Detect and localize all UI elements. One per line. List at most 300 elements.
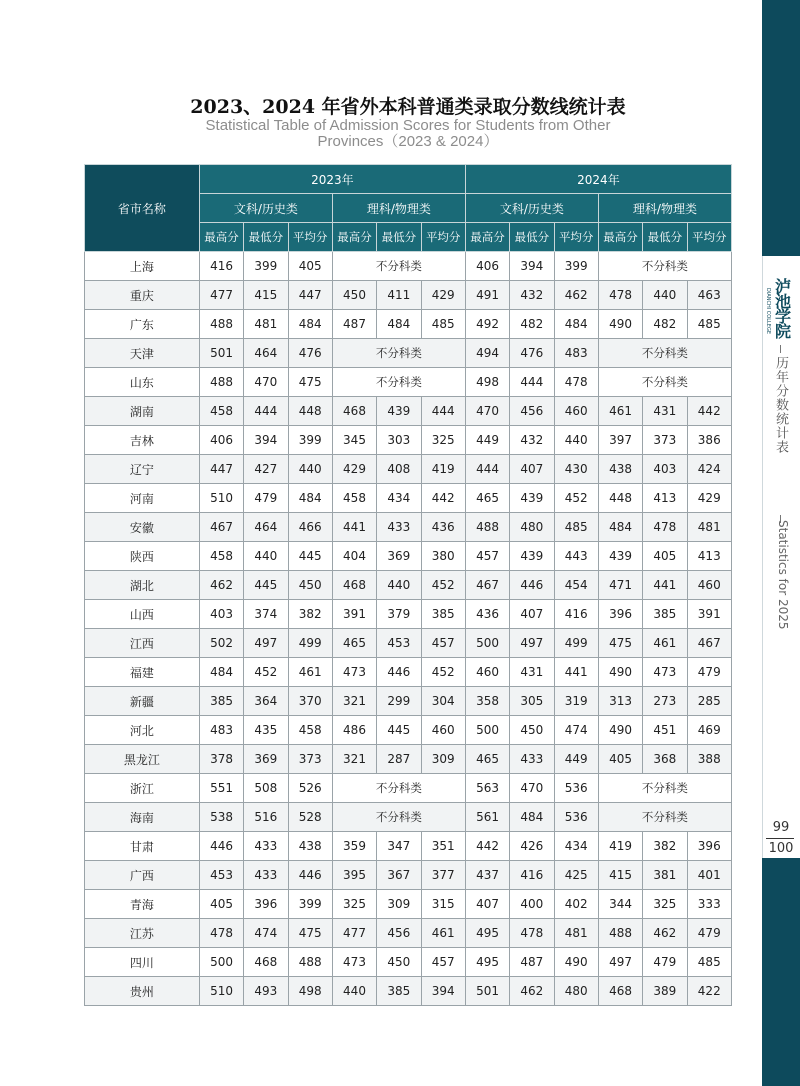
score-cell: 491 [465,281,509,310]
score-cell: 465 [332,629,376,658]
score-cell: 458 [288,716,332,745]
page-subtitle [84,118,732,150]
score-cell: 498 [288,977,332,1006]
score-cell: 373 [643,426,687,455]
score-cell: 441 [643,571,687,600]
score-cell: 415 [244,281,288,310]
score-cell: 370 [288,687,332,716]
score-cell: 439 [598,542,642,571]
score-cell: 473 [643,658,687,687]
score-cell: 563 [465,774,509,803]
score-cell: 440 [244,542,288,571]
score-cell: 477 [332,919,376,948]
province-cell: 新疆 [85,687,200,716]
score-cell: 433 [244,861,288,890]
score-cell: 458 [199,542,243,571]
no-stream-cell: 不分科类 [332,339,465,368]
score-cell: 484 [510,803,554,832]
score-cell: 369 [244,745,288,774]
score-cell: 497 [510,629,554,658]
score-cell: 374 [244,600,288,629]
score-cell: 385 [199,687,243,716]
metric-header: 最低分 [643,223,687,252]
score-cell: 438 [598,455,642,484]
score-cell: 516 [244,803,288,832]
score-cell: 333 [687,890,731,919]
province-cell: 河南 [85,484,200,513]
score-cell: 419 [421,455,465,484]
score-cell: 347 [377,832,421,861]
score-cell: 487 [510,948,554,977]
score-cell: 309 [377,890,421,919]
metric-header: 最高分 [465,223,509,252]
score-cell: 490 [598,658,642,687]
score-cell: 483 [554,339,598,368]
metric-header: 平均分 [687,223,731,252]
province-cell: 安徽 [85,513,200,542]
score-cell: 385 [377,977,421,1006]
score-cell: 473 [332,658,376,687]
province-header: 省市名称 [85,165,200,252]
score-cell: 377 [421,861,465,890]
score-cell: 478 [199,919,243,948]
score-cell: 561 [465,803,509,832]
province-cell: 甘肃 [85,832,200,861]
score-cell: 478 [554,368,598,397]
score-cell: 469 [687,716,731,745]
score-cell: 481 [687,513,731,542]
score-cell: 401 [687,861,731,890]
score-cell: 536 [554,774,598,803]
score-cell: 399 [288,426,332,455]
score-cell: 325 [332,890,376,919]
score-cell: 439 [510,542,554,571]
score-cell: 395 [332,861,376,890]
score-cell: 460 [554,397,598,426]
score-cell: 433 [377,513,421,542]
score-cell: 380 [421,542,465,571]
score-cell: 399 [244,252,288,281]
table-row [85,716,732,745]
score-cell: 407 [465,890,509,919]
score-cell: 426 [510,832,554,861]
score-cell: 394 [510,252,554,281]
score-cell: 510 [199,977,243,1006]
province-cell: 吉林 [85,426,200,455]
score-cell: 351 [421,832,465,861]
score-cell: 449 [554,745,598,774]
score-cell: 305 [510,687,554,716]
score-cell: 440 [288,455,332,484]
score-cell: 319 [554,687,598,716]
province-cell: 海南 [85,803,200,832]
score-cell: 404 [332,542,376,571]
score-cell: 479 [687,919,731,948]
score-cell: 406 [199,426,243,455]
no-stream-cell: 不分科类 [598,252,731,281]
score-cell: 528 [288,803,332,832]
metric-header: 最高分 [332,223,376,252]
score-cell: 391 [687,600,731,629]
score-cell: 510 [199,484,243,513]
score-cell: 467 [199,513,243,542]
score-cell: 452 [554,484,598,513]
score-cell: 434 [377,484,421,513]
score-cell: 461 [643,629,687,658]
score-cell: 432 [510,281,554,310]
score-cell: 440 [554,426,598,455]
vertical-title-cn: 历年分数统计表 [773,356,788,454]
score-cell: 386 [687,426,731,455]
score-cell: 436 [421,513,465,542]
score-cell: 445 [244,571,288,600]
page-subtitle-line2: Provinces（2023 & 2024） [317,133,499,150]
score-cell: 460 [687,571,731,600]
score-cell: 433 [244,832,288,861]
score-cell: 429 [421,281,465,310]
score-cell: 478 [643,513,687,542]
score-cell: 407 [510,600,554,629]
table-row [85,745,732,774]
score-cell: 442 [421,484,465,513]
score-cell: 484 [377,310,421,339]
score-cell: 488 [465,513,509,542]
sidebar-divider [762,256,763,858]
score-cell: 448 [598,484,642,513]
score-cell: 407 [510,455,554,484]
metric-header: 最低分 [510,223,554,252]
table-row [85,339,732,368]
province-cell: 山东 [85,368,200,397]
score-cell: 478 [510,919,554,948]
score-cell: 446 [377,658,421,687]
score-cell: 411 [377,281,421,310]
metric-header: 最低分 [377,223,421,252]
score-cell: 444 [510,368,554,397]
score-cell: 468 [332,571,376,600]
score-cell: 493 [244,977,288,1006]
score-cell: 440 [377,571,421,600]
score-cell: 470 [244,368,288,397]
score-cell: 400 [510,890,554,919]
score-cell: 470 [465,397,509,426]
score-cell: 435 [244,716,288,745]
province-cell: 福建 [85,658,200,687]
no-stream-cell: 不分科类 [598,803,731,832]
score-cell: 475 [598,629,642,658]
score-cell: 488 [288,948,332,977]
score-cell: 367 [377,861,421,890]
score-cell: 309 [421,745,465,774]
score-cell: 485 [554,513,598,542]
table-row [85,977,732,1006]
score-cell: 500 [465,629,509,658]
score-cell: 462 [199,571,243,600]
score-cell: 394 [244,426,288,455]
score-cell: 497 [244,629,288,658]
table-row [85,803,732,832]
score-cell: 382 [643,832,687,861]
score-cell: 359 [332,832,376,861]
score-cell: 450 [377,948,421,977]
table-row [85,542,732,571]
score-cell: 403 [643,455,687,484]
no-stream-cell: 不分科类 [598,339,731,368]
score-cell: 474 [244,919,288,948]
score-cell: 416 [554,600,598,629]
score-cell: 378 [199,745,243,774]
score-cell: 453 [377,629,421,658]
score-cell: 437 [465,861,509,890]
score-cell: 429 [332,455,376,484]
score-cell: 381 [643,861,687,890]
score-cell: 315 [421,890,465,919]
metric-header: 平均分 [288,223,332,252]
score-cell: 494 [465,339,509,368]
score-cell: 551 [199,774,243,803]
score-cell: 397 [598,426,642,455]
score-cell: 389 [643,977,687,1006]
score-cell: 465 [465,745,509,774]
score-cell: 526 [288,774,332,803]
score-cell: 492 [465,310,509,339]
score-cell: 313 [598,687,642,716]
score-cell: 470 [510,774,554,803]
score-cell: 462 [554,281,598,310]
score-cell: 497 [598,948,642,977]
score-cell: 422 [687,977,731,1006]
score-cell: 481 [244,310,288,339]
score-cell: 440 [643,281,687,310]
score-cell: 453 [199,861,243,890]
score-cell: 416 [199,252,243,281]
year-header-2024: 2024年 [465,165,731,194]
score-cell: 405 [288,252,332,281]
metric-header: 最高分 [598,223,642,252]
score-cell: 391 [332,600,376,629]
province-cell: 黑龙江 [85,745,200,774]
sidebar-bottom-band [762,858,800,1086]
table-row [85,513,732,542]
score-cell: 396 [687,832,731,861]
score-cell: 482 [510,310,554,339]
score-cell: 396 [598,600,642,629]
table-row [85,397,732,426]
score-cell: 538 [199,803,243,832]
score-cell: 483 [199,716,243,745]
score-cell: 385 [643,600,687,629]
score-cell: 450 [288,571,332,600]
score-cell: 454 [554,571,598,600]
score-cell: 484 [288,310,332,339]
score-cell: 468 [598,977,642,1006]
score-cell: 502 [199,629,243,658]
score-cell: 364 [244,687,288,716]
score-cell: 419 [598,832,642,861]
table-row [85,629,732,658]
table-row [85,774,732,803]
score-cell: 461 [288,658,332,687]
score-cell: 444 [465,455,509,484]
no-stream-cell: 不分科类 [598,774,731,803]
score-cell: 471 [598,571,642,600]
province-cell: 上海 [85,252,200,281]
score-cell: 458 [199,397,243,426]
score-cell: 385 [421,600,465,629]
score-cell: 468 [332,397,376,426]
score-cell: 508 [244,774,288,803]
table-row [85,948,732,977]
scores-table [84,164,732,1006]
score-cell: 499 [554,629,598,658]
score-cell: 445 [377,716,421,745]
score-cell: 382 [288,600,332,629]
score-cell: 405 [199,890,243,919]
score-cell: 488 [598,919,642,948]
score-cell: 285 [687,687,731,716]
table-row [85,426,732,455]
table-row [85,310,732,339]
score-cell: 499 [288,629,332,658]
no-stream-cell: 不分科类 [332,803,465,832]
metric-header: 平均分 [421,223,465,252]
score-cell: 456 [377,919,421,948]
score-cell: 500 [465,716,509,745]
score-cell: 388 [687,745,731,774]
college-logo-sub: DIANCHI COLLEGE [765,288,771,334]
score-cell: 299 [377,687,421,716]
score-cell: 451 [643,716,687,745]
page-number-divider [766,838,794,839]
score-cell: 415 [598,861,642,890]
score-cell: 461 [598,397,642,426]
score-cell: 457 [421,629,465,658]
score-cell: 484 [554,310,598,339]
score-cell: 446 [510,571,554,600]
province-cell: 山西 [85,600,200,629]
score-cell: 438 [288,832,332,861]
score-cell: 444 [421,397,465,426]
province-cell: 江西 [85,629,200,658]
year-header-2023: 2023年 [199,165,465,194]
score-cell: 463 [687,281,731,310]
score-cell: 500 [199,948,243,977]
province-cell: 青海 [85,890,200,919]
score-cell: 345 [332,426,376,455]
score-cell: 480 [554,977,598,1006]
score-cell: 490 [598,310,642,339]
score-cell: 476 [288,339,332,368]
score-cell: 457 [421,948,465,977]
score-cell: 498 [465,368,509,397]
score-cell: 413 [643,484,687,513]
score-cell: 434 [554,832,598,861]
score-cell: 406 [465,252,509,281]
stream-header-2024-sci: 理科/物理类 [598,194,731,223]
score-cell: 452 [421,658,465,687]
score-cell: 448 [288,397,332,426]
table-row [85,484,732,513]
vertical-title-en: Statistics for 2025 [776,520,790,630]
score-cell: 449 [465,426,509,455]
no-stream-cell: 不分科类 [332,368,465,397]
score-cell: 477 [199,281,243,310]
table-row [85,687,732,716]
province-cell: 四川 [85,948,200,977]
table-row [85,252,732,281]
score-cell: 457 [465,542,509,571]
score-cell: 325 [421,426,465,455]
table-row [85,832,732,861]
score-cell: 431 [643,397,687,426]
province-cell: 江苏 [85,919,200,948]
sidebar-top-band [762,0,800,256]
score-cell: 467 [465,571,509,600]
score-cell: 475 [288,919,332,948]
score-cell: 304 [421,687,465,716]
score-cell: 427 [244,455,288,484]
table-row [85,571,732,600]
table-row [85,281,732,310]
score-cell: 394 [421,977,465,1006]
province-cell: 重庆 [85,281,200,310]
score-cell: 460 [421,716,465,745]
score-cell: 441 [332,513,376,542]
score-cell: 462 [510,977,554,1006]
score-cell: 403 [199,600,243,629]
score-cell: 446 [199,832,243,861]
score-cell: 439 [510,484,554,513]
score-cell: 408 [377,455,421,484]
score-cell: 495 [465,948,509,977]
table-row [85,658,732,687]
no-stream-cell: 不分科类 [598,368,731,397]
score-cell: 450 [510,716,554,745]
table-row [85,455,732,484]
score-cell: 445 [288,542,332,571]
score-cell: 452 [244,658,288,687]
province-cell: 贵州 [85,977,200,1006]
score-cell: 486 [332,716,376,745]
college-logo: 泸池学院 [772,278,792,338]
province-cell: 辽宁 [85,455,200,484]
score-cell: 373 [288,745,332,774]
page-title: 2023、2024 年省外本科普通类录取分数线统计表 [190,96,626,118]
score-cell: 287 [377,745,421,774]
score-cell: 490 [598,716,642,745]
score-cell: 466 [288,513,332,542]
score-cell: 436 [465,600,509,629]
score-cell: 490 [554,948,598,977]
score-cell: 303 [377,426,421,455]
score-cell: 325 [643,890,687,919]
score-cell: 479 [687,658,731,687]
score-cell: 479 [244,484,288,513]
score-cell: 488 [199,310,243,339]
score-cell: 484 [199,658,243,687]
table-row [85,890,732,919]
metric-header: 平均分 [554,223,598,252]
stream-header-2023-sci: 理科/物理类 [332,194,465,223]
vertical-title-bar [780,345,781,353]
score-cell: 432 [510,426,554,455]
score-cell: 484 [598,513,642,542]
score-cell: 430 [554,455,598,484]
score-cell: 441 [554,658,598,687]
score-cell: 379 [377,600,421,629]
score-cell: 465 [465,484,509,513]
score-cell: 442 [465,832,509,861]
